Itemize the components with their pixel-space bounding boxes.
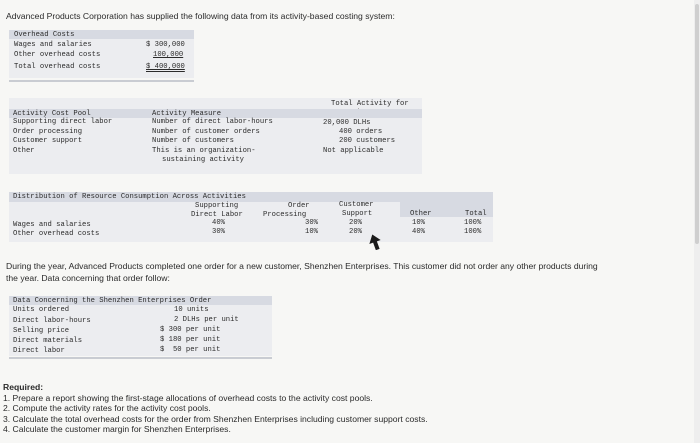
overhead-value: $ 300,000 (146, 41, 185, 49)
overhead-label: Wages and salaries (14, 41, 92, 49)
cell: 100% (464, 219, 482, 227)
col-header: Customer (339, 201, 374, 209)
total-activity: 400 orders (339, 128, 383, 136)
required-section (3, 382, 643, 435)
col-header: Order (288, 202, 310, 210)
order-label: Selling price (13, 327, 70, 335)
overhead-value: $ 400,000 (146, 63, 185, 71)
required-item: 2. Compute the activity rates for the activity cost pools. (3, 403, 211, 414)
order-value: $ 180 per unit (160, 336, 221, 344)
cell: 40% (212, 219, 225, 227)
distribution-table (9, 192, 493, 242)
intro-text: Advanced Products Corporation has supplied the following data from its activity-based costing system: (6, 11, 395, 21)
scrollbar-thumb[interactable] (695, 4, 699, 244)
distribution-title: Distribution of Resource Consumption Across Activities (13, 193, 246, 201)
order-label: Units ordered (13, 306, 70, 314)
total-activity: 20,000 DLHs (323, 119, 371, 127)
pool-name: Customer support (13, 137, 83, 145)
overhead-label: Other overhead costs (14, 51, 101, 59)
overhead-costs-table (9, 30, 194, 78)
measure: Number of customer orders (152, 128, 260, 136)
mouse-cursor-icon (369, 234, 381, 250)
pool-name: Supporting direct labor (13, 118, 113, 126)
order-value: 2 DLHs per unit (174, 316, 239, 324)
col-header: Direct Labor (191, 211, 243, 219)
row-label: Wages and salaries (13, 221, 91, 229)
row-label: Other overhead costs (13, 230, 100, 238)
order-title: Data Concerning the Shenzhen Enterprises Order (13, 297, 212, 305)
cell: 10% (412, 219, 425, 227)
scrollbar[interactable] (694, 0, 700, 443)
measure: This is an organization- (152, 147, 256, 155)
overhead-header: Overhead Costs (14, 31, 75, 39)
required-item: 1. Prepare a report showing the first-stage allocations of overhead costs to the activity cost pools. (3, 392, 373, 403)
order-label: Direct materials (13, 337, 83, 345)
order-paragraph: During the year, Advanced Products completed one order for a new customer, Shenzhen Enterprises. This customer did not order any other products during the year. Data concerning that order follow: (6, 261, 598, 283)
col-header: Processing (263, 211, 307, 219)
total-header: Total Activity for (331, 100, 409, 108)
total-activity: Not applicable (323, 147, 384, 155)
divider (9, 80, 194, 82)
required-title: Required: (3, 382, 44, 392)
activity-table (9, 98, 422, 174)
measure-header: Activity Measure (152, 110, 222, 118)
cell: 100% (464, 228, 482, 236)
col-header: Support (342, 210, 373, 218)
overhead-label: Total overhead costs (14, 63, 101, 71)
cell: 20% (349, 219, 362, 227)
required-item: 4. Calculate the customer margin for Shenzhen Enterprises. (3, 424, 231, 435)
divider (9, 357, 272, 359)
col-header: Other (410, 210, 432, 218)
cell: 30% (305, 219, 318, 227)
pool-name: Order processing (13, 128, 83, 136)
cell: 20% (349, 228, 362, 236)
measure: Number of customers (152, 137, 234, 145)
order-value: 10 units (174, 306, 209, 314)
required-item: 3. Calculate the total overhead costs for the order from Shenzhen Enterprises including customer support costs. (3, 413, 428, 424)
order-label: Direct labor (13, 347, 65, 355)
overhead-value: 100,000 (153, 51, 184, 59)
pool-name: Other (13, 147, 35, 155)
order-data-table (9, 296, 272, 356)
cell: 30% (212, 228, 225, 236)
total-activity: 200 customers (339, 137, 396, 145)
order-value: $ 300 per unit (160, 326, 221, 334)
measure: sustaining activity (162, 156, 244, 164)
measure: Number of direct labor-hours (152, 118, 273, 126)
cell: 10% (305, 228, 318, 236)
col-header: Total (465, 210, 487, 218)
cell: 40% (412, 228, 425, 236)
col-header: Supporting (195, 202, 239, 210)
pool-header: Activity Cost Pool (13, 110, 91, 118)
order-value: $ 50 per unit (160, 346, 221, 354)
order-label: Direct labor-hours (13, 317, 91, 325)
